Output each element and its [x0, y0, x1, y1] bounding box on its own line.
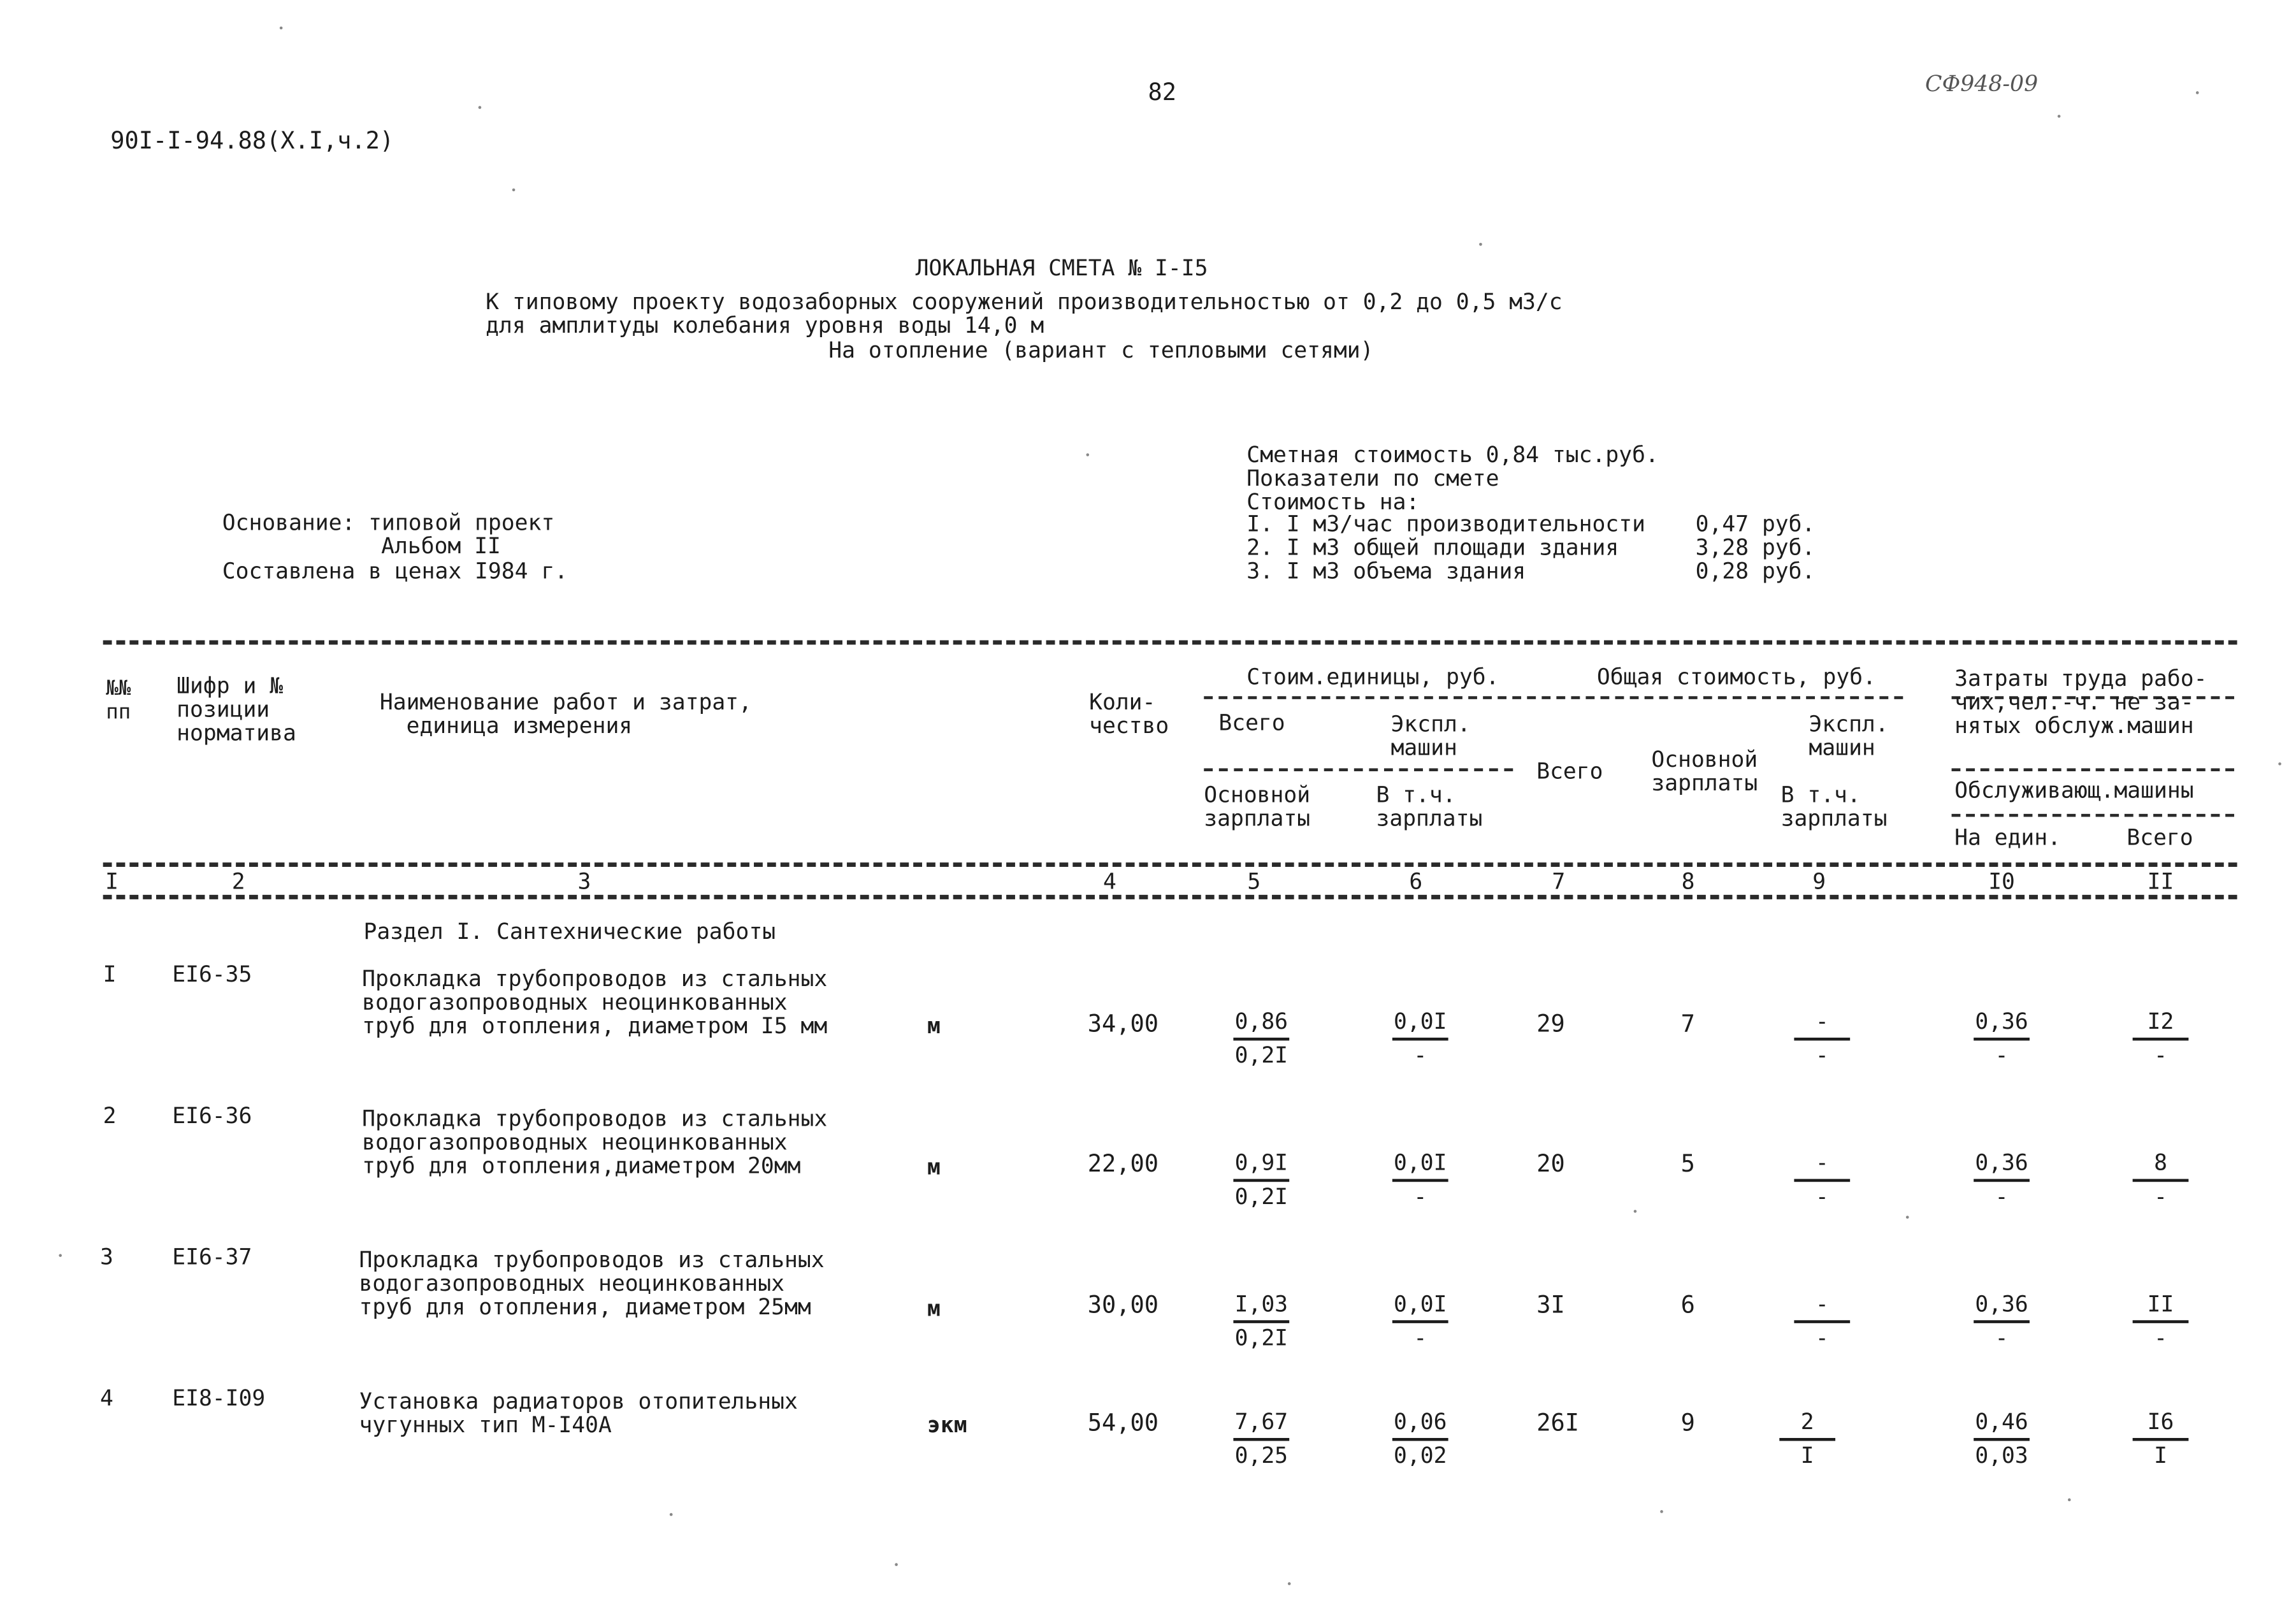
row-total: 29	[1536, 1010, 1565, 1038]
row-number: I	[103, 961, 117, 988]
row-unit: м	[927, 1012, 941, 1040]
row-unit-expl: 0,0I -	[1383, 1292, 1457, 1349]
row-labor-per-unit: 0,46 0,03	[1965, 1410, 2038, 1467]
header-unit-cost: Стоим.единицы, руб.	[1246, 664, 1499, 690]
col-number: II	[2147, 868, 2174, 895]
scan-speck	[895, 1563, 898, 1566]
page-number: 82	[1148, 78, 1176, 106]
row-number: 4	[100, 1384, 113, 1412]
row-labor-per-unit: 0,36 -	[1965, 1151, 2038, 1209]
row-unit: м	[927, 1295, 941, 1322]
scan-speck	[512, 189, 516, 192]
labor-subrule	[1952, 768, 2234, 771]
row-unit-cost: 7,67 0,25	[1225, 1410, 1298, 1467]
header-name: Наименование работ и затрат, единица измерения	[379, 688, 752, 739]
indicator-3-value: 0,28 руб.	[1695, 558, 1816, 584]
row-code: EI6-36	[172, 1102, 252, 1129]
col-number: 8	[1681, 868, 1695, 895]
scan-speck	[2196, 91, 2199, 94]
estimate-cost: Сметная стоимость 0,84 тыс.руб.	[1246, 441, 1659, 468]
row-total: 20	[1536, 1149, 1565, 1178]
section-title: Раздел I. Сантехнические работы	[363, 918, 776, 945]
basis-line1: Основание: типовой проект	[222, 509, 555, 536]
row-code: EI8-I09	[172, 1384, 266, 1412]
row-total-base-salary: 6	[1680, 1291, 1695, 1319]
scan-speck	[479, 106, 482, 109]
scan-speck	[1479, 243, 1482, 246]
basis-line2: Альбом II	[381, 532, 501, 560]
indicator-2-label: 2. I м3 общей площади здания	[1246, 534, 1619, 561]
document-code: 90I-I-94.88(X.I,ч.2)	[110, 126, 394, 155]
indicator-2-value: 3,28 руб.	[1695, 534, 1816, 561]
indicators-heading: Показатели по смете	[1246, 465, 1499, 492]
col-number: 6	[1409, 868, 1423, 895]
row-name: Установка радиаторов отопительных чугунных тип М-I40А	[359, 1388, 798, 1438]
header-unit-base-salary: Основной зарплаты	[1204, 781, 1311, 832]
row-labor-per-unit: 0,36 -	[1965, 1010, 2038, 1067]
row-unit-cost: 0,9I 0,2I	[1225, 1151, 1298, 1209]
header-qty: Коли- чество	[1089, 688, 1169, 739]
row-total-expl: - -	[1786, 1292, 1859, 1349]
row-total: 26I	[1536, 1408, 1579, 1437]
scan-speck	[2058, 115, 2061, 118]
row-unit-expl: 0,06 0,02	[1383, 1410, 1457, 1467]
row-qty: 22,00	[1087, 1149, 1159, 1178]
service-subrule	[1952, 814, 2234, 817]
col-number: 5	[1247, 868, 1261, 895]
row-name: Прокладка трубопроводов из стальных водогазопроводных неоцинкованных труб для отопления, диаметром I5 мм	[362, 965, 828, 1040]
header-total-all: Всего	[1536, 758, 1603, 785]
indicator-1-label: I. I м3/час производительности	[1246, 511, 1645, 537]
row-labor-per-unit: 0,36 -	[1965, 1292, 2038, 1349]
row-unit-cost: 0,86 0,2I	[1225, 1010, 1298, 1067]
basis-line3: Составлена в ценах I984 г.	[222, 558, 568, 584]
indicator-1-value: 0,47 руб.	[1695, 511, 1816, 537]
scan-speck	[1660, 1510, 1663, 1513]
row-unit-expl: 0,0I -	[1383, 1151, 1457, 1209]
scan-speck	[2278, 762, 2281, 766]
indicator-3-label: 3. I м3 объема здания	[1246, 558, 1526, 584]
row-labor-total: II -	[2124, 1292, 2197, 1349]
row-total-base-salary: 5	[1680, 1149, 1695, 1178]
estimate-subtitle-line1: К типовому проекту водозаборных сооружений производительностью от 0,2 до 0,5 м3/с	[486, 288, 1563, 316]
col-number: I	[105, 868, 119, 895]
row-total-base-salary: 9	[1680, 1408, 1695, 1437]
cost-on-label: Стоимость на:	[1246, 488, 1420, 516]
row-labor-total: I2 -	[2124, 1010, 2197, 1067]
row-total-expl: - -	[1786, 1151, 1859, 1209]
scan-speck	[59, 1254, 62, 1257]
header-service-machines: Обслуживающ.машины	[1954, 777, 2194, 804]
header-total-incl-salary: В т.ч. зарплаты	[1780, 781, 1888, 832]
estimate-subtitle-line3: На отопление (вариант с тепловыми сетями)	[828, 337, 1374, 364]
scan-speck	[1906, 1216, 1909, 1219]
row-code: EI6-35	[172, 961, 252, 988]
row-number: 3	[100, 1244, 113, 1270]
header-num: №№ пп	[106, 677, 131, 725]
header-labor: Затраты труда рабо- чих,чел.-ч. не за- нятых обслуж.машин	[1954, 665, 2207, 739]
row-qty: 34,00	[1087, 1010, 1159, 1038]
row-qty: 30,00	[1087, 1291, 1159, 1319]
row-labor-total: 8 -	[2124, 1151, 2197, 1209]
col-number: 3	[577, 868, 591, 895]
header-labor-total: Всего	[2126, 824, 2193, 851]
header-unit-incl-salary: В т.ч. зарплаты	[1376, 781, 1483, 832]
header-unit-all: Всего	[1218, 709, 1285, 736]
row-labor-total: I6 I	[2124, 1410, 2197, 1467]
header-total-cost: Общая стоимость, руб.	[1596, 664, 1876, 690]
unit-cost-subrule	[1204, 768, 1513, 771]
col-number: I0	[1988, 868, 2015, 895]
estimate-title: ЛОКАЛЬНАЯ СМЕТА № I-I5	[915, 254, 1208, 282]
col-number: 7	[1552, 868, 1566, 895]
row-number: 2	[103, 1102, 117, 1129]
scan-speck	[1288, 1582, 1291, 1585]
header-unit-expl: Экспл. машин	[1390, 711, 1471, 761]
scan-speck	[280, 27, 283, 30]
handwritten-archive-code: СФ948-09	[1924, 70, 2039, 98]
row-unit: м	[927, 1154, 941, 1180]
scan-speck	[1634, 1210, 1637, 1213]
row-code: EI6-37	[172, 1244, 252, 1270]
header-total-expl: Экспл. машин	[1809, 711, 1889, 761]
col-number: 4	[1103, 868, 1116, 895]
scan-speck	[670, 1513, 673, 1516]
row-name: Прокладка трубопроводов из стальных водогазопроводных неоцинкованных труб для отопления,диаметром 20мм	[362, 1105, 828, 1179]
table-header-bottom-rule	[103, 862, 2237, 867]
row-name: Прокладка трубопроводов из стальных водогазопроводных неоцинкованных труб для отопления, диаметром 25мм	[359, 1246, 825, 1321]
table-top-rule	[103, 640, 2237, 644]
col-number: 2	[231, 868, 245, 895]
header-total-base-salary: Основной зарплаты	[1651, 746, 1758, 797]
col-number: 9	[1812, 868, 1826, 895]
scan-speck	[1086, 453, 1089, 456]
row-total-expl: 2 I	[1770, 1410, 1844, 1467]
header-labor-per-unit: На един.	[1954, 824, 2061, 851]
row-qty: 54,00	[1087, 1408, 1159, 1437]
column-numbers-bottom-rule	[103, 895, 2237, 899]
row-total-expl: - -	[1786, 1010, 1859, 1067]
estimate-subtitle-line2: для амплитуды колебания уровня воды 14,0 м	[486, 312, 1044, 339]
scan-speck	[2068, 1499, 2071, 1502]
cost-group-rule	[1204, 696, 1903, 699]
row-total-base-salary: 7	[1680, 1010, 1695, 1038]
row-unit-expl: 0,0I -	[1383, 1010, 1457, 1067]
row-unit-cost: I,03 0,2I	[1225, 1292, 1298, 1349]
header-code: Шифр и № позиции норматива	[177, 672, 296, 746]
row-unit: экм	[927, 1411, 967, 1438]
row-total: 3I	[1536, 1291, 1565, 1319]
